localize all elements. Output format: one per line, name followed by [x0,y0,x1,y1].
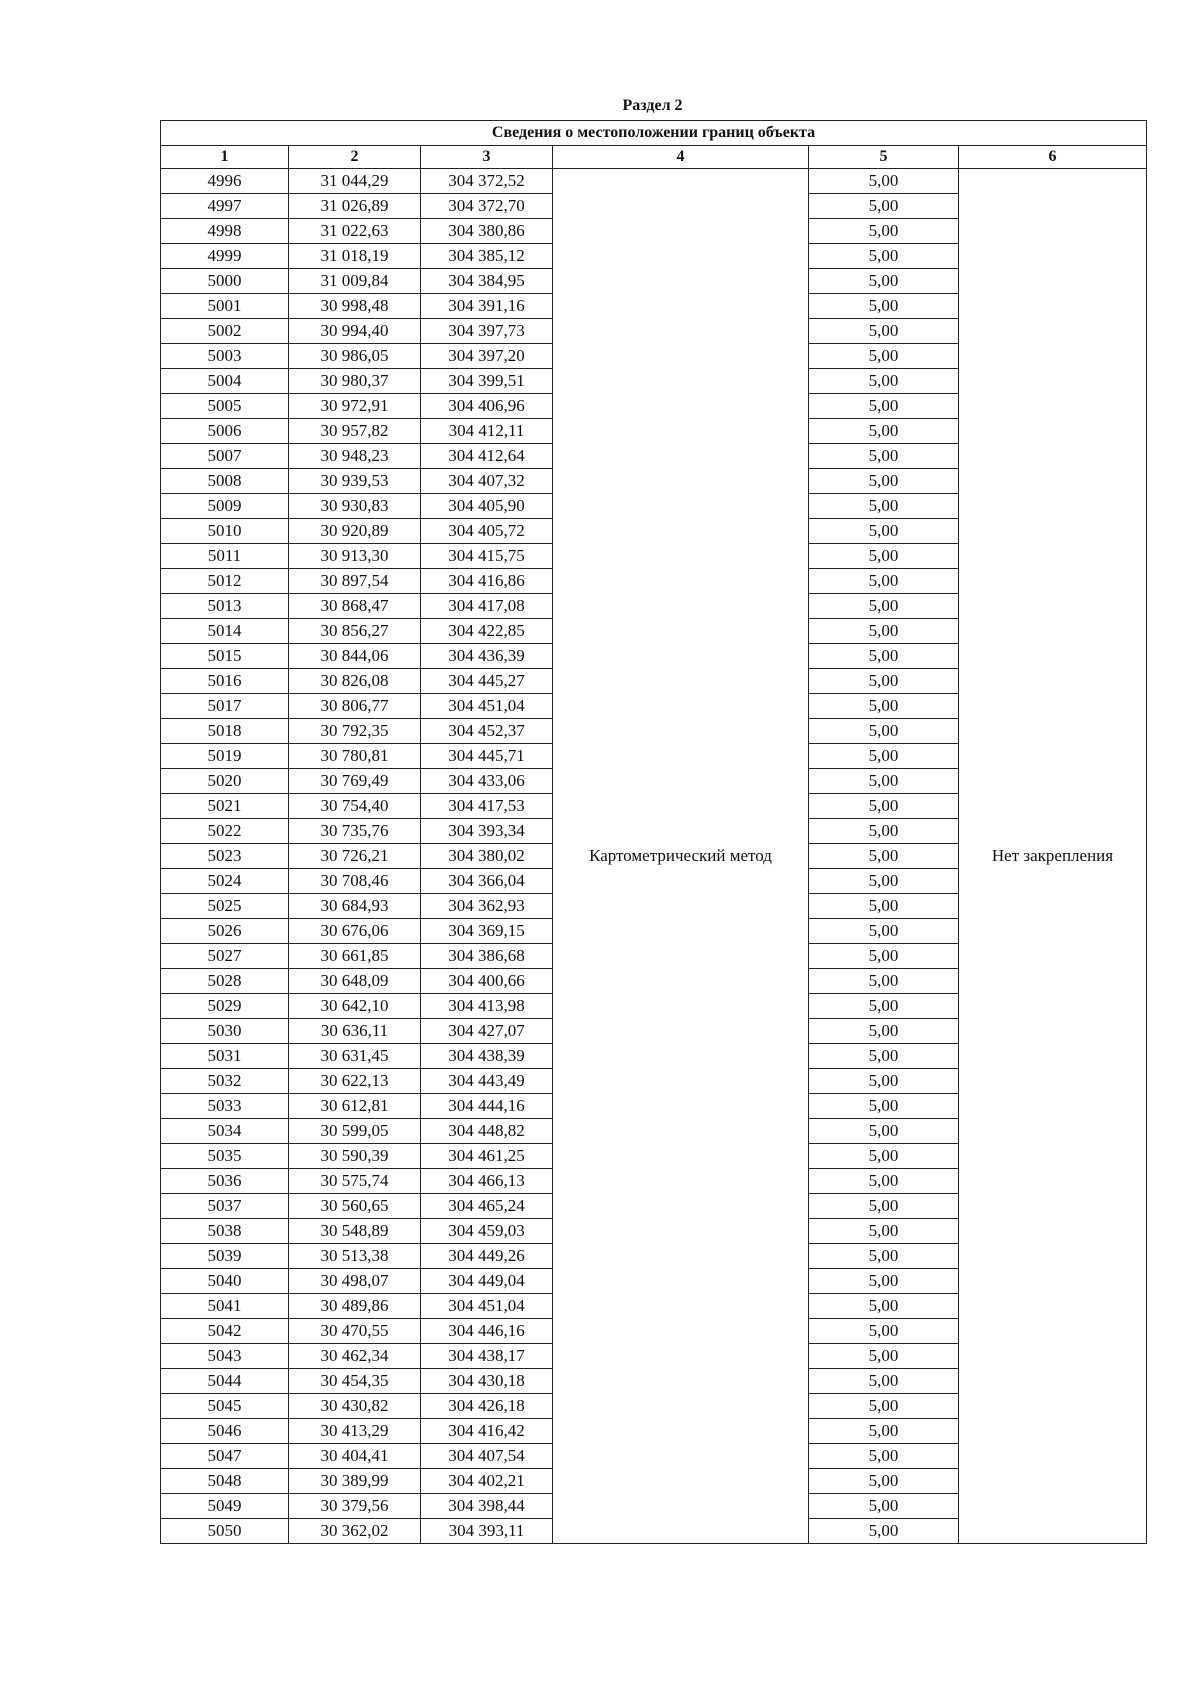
coordinate-x: 31 009,84 [289,269,421,294]
accuracy-value: 5,00 [809,1144,959,1169]
coordinate-x: 31 018,19 [289,244,421,269]
accuracy-value: 5,00 [809,219,959,244]
accuracy-value: 5,00 [809,1369,959,1394]
coordinate-x: 30 897,54 [289,569,421,594]
point-number: 5048 [161,1469,289,1494]
point-number: 5030 [161,1019,289,1044]
accuracy-value: 5,00 [809,294,959,319]
coordinate-y: 304 380,02 [421,844,553,869]
coordinate-x: 30 430,82 [289,1394,421,1419]
column-number-6: 6 [959,146,1147,169]
coordinate-x: 30 806,77 [289,694,421,719]
point-number: 5050 [161,1519,289,1544]
accuracy-value: 5,00 [809,1044,959,1069]
point-number: 5011 [161,544,289,569]
coordinate-y: 304 385,12 [421,244,553,269]
coordinate-x: 30 769,49 [289,769,421,794]
accuracy-value: 5,00 [809,944,959,969]
point-number: 5028 [161,969,289,994]
coordinate-x: 30 389,99 [289,1469,421,1494]
coordinate-x: 30 513,38 [289,1244,421,1269]
coordinate-x: 30 930,83 [289,494,421,519]
accuracy-value: 5,00 [809,1119,959,1144]
accuracy-value: 5,00 [809,269,959,294]
point-number: 5010 [161,519,289,544]
coordinate-x: 30 489,86 [289,1294,421,1319]
accuracy-value: 5,00 [809,1019,959,1044]
accuracy-value: 5,00 [809,494,959,519]
coordinate-x: 30 642,10 [289,994,421,1019]
coordinate-y: 304 372,52 [421,169,553,194]
point-number: 5021 [161,794,289,819]
point-number: 5038 [161,1219,289,1244]
accuracy-value: 5,00 [809,519,959,544]
point-number: 5045 [161,1394,289,1419]
coordinate-x: 30 462,34 [289,1344,421,1369]
accuracy-value: 5,00 [809,669,959,694]
accuracy-value: 5,00 [809,469,959,494]
point-number: 5036 [161,1169,289,1194]
accuracy-value: 5,00 [809,1244,959,1269]
accuracy-value: 5,00 [809,844,959,869]
coordinate-x: 30 684,93 [289,894,421,919]
accuracy-value: 5,00 [809,394,959,419]
coordinate-y: 304 433,06 [421,769,553,794]
method-cell: Картометрический метод [553,169,809,1544]
coordinate-x: 30 856,27 [289,619,421,644]
accuracy-value: 5,00 [809,1294,959,1319]
point-number: 5018 [161,719,289,744]
accuracy-value: 5,00 [809,344,959,369]
coordinate-x: 30 754,40 [289,794,421,819]
coordinate-y: 304 459,03 [421,1219,553,1244]
coordinate-x: 30 844,06 [289,644,421,669]
point-number: 5032 [161,1069,289,1094]
accuracy-value: 5,00 [809,1494,959,1519]
point-number: 5007 [161,444,289,469]
coordinate-x: 30 404,41 [289,1444,421,1469]
point-number: 5023 [161,844,289,869]
accuracy-value: 5,00 [809,194,959,219]
accuracy-value: 5,00 [809,869,959,894]
coordinate-y: 304 384,95 [421,269,553,294]
coordinate-x: 30 612,81 [289,1094,421,1119]
accuracy-value: 5,00 [809,1169,959,1194]
coordinate-y: 304 446,16 [421,1319,553,1344]
coordinate-x: 30 780,81 [289,744,421,769]
coordinate-x: 30 498,07 [289,1269,421,1294]
coordinate-x: 30 575,74 [289,1169,421,1194]
coordinate-y: 304 452,37 [421,719,553,744]
coordinate-y: 304 400,66 [421,969,553,994]
point-number: 5035 [161,1144,289,1169]
coordinate-y: 304 451,04 [421,1294,553,1319]
accuracy-value: 5,00 [809,169,959,194]
coordinate-y: 304 416,42 [421,1419,553,1444]
column-number-row [161,146,1147,169]
coordinate-x: 30 676,06 [289,919,421,944]
point-number: 4999 [161,244,289,269]
coordinate-x: 30 948,23 [289,444,421,469]
point-number: 5034 [161,1119,289,1144]
accuracy-value: 5,00 [809,794,959,819]
point-number: 5040 [161,1269,289,1294]
accuracy-value: 5,00 [809,1269,959,1294]
point-number: 5006 [161,419,289,444]
accuracy-value: 5,00 [809,994,959,1019]
accuracy-value: 5,00 [809,894,959,919]
accuracy-value: 5,00 [809,319,959,344]
coordinate-x: 30 913,30 [289,544,421,569]
coordinate-y: 304 412,64 [421,444,553,469]
coordinate-y: 304 369,15 [421,919,553,944]
coordinate-x: 30 622,13 [289,1069,421,1094]
point-number: 5002 [161,319,289,344]
coordinate-y: 304 407,54 [421,1444,553,1469]
point-number: 5022 [161,819,289,844]
accuracy-value: 5,00 [809,1319,959,1344]
coordinate-x: 30 998,48 [289,294,421,319]
accuracy-value: 5,00 [809,1344,959,1369]
point-number: 5005 [161,394,289,419]
table-row [161,169,1147,194]
point-number: 5019 [161,744,289,769]
column-number-4: 4 [553,146,809,169]
point-number: 5047 [161,1444,289,1469]
boundary-table [160,120,1147,1544]
point-number: 5033 [161,1094,289,1119]
accuracy-value: 5,00 [809,544,959,569]
coordinate-y: 304 402,21 [421,1469,553,1494]
point-number: 5029 [161,994,289,1019]
point-number: 5043 [161,1344,289,1369]
point-number: 4996 [161,169,289,194]
column-number-1: 1 [161,146,289,169]
point-number: 5039 [161,1244,289,1269]
point-number: 5003 [161,344,289,369]
coordinate-x: 30 590,39 [289,1144,421,1169]
fixing-cell: Нет закрепления [959,169,1147,1544]
accuracy-value: 5,00 [809,919,959,944]
coordinate-x: 30 454,35 [289,1369,421,1394]
coordinate-y: 304 399,51 [421,369,553,394]
coordinate-x: 30 726,21 [289,844,421,869]
point-number: 5026 [161,919,289,944]
point-number: 5014 [161,619,289,644]
point-number: 5013 [161,594,289,619]
table-caption: Сведения о местоположении границ объекта [161,121,1147,146]
coordinate-y: 304 398,44 [421,1494,553,1519]
point-number: 5031 [161,1044,289,1069]
accuracy-value: 5,00 [809,819,959,844]
table-caption-row [161,121,1147,146]
column-number-2: 2 [289,146,421,169]
coordinate-x: 30 920,89 [289,519,421,544]
point-number: 5015 [161,644,289,669]
coordinate-y: 304 362,93 [421,894,553,919]
coordinate-x: 30 661,85 [289,944,421,969]
coordinate-x: 30 826,08 [289,669,421,694]
point-number: 5008 [161,469,289,494]
accuracy-value: 5,00 [809,1444,959,1469]
coordinate-y: 304 448,82 [421,1119,553,1144]
coordinate-y: 304 416,86 [421,569,553,594]
point-number: 5046 [161,1419,289,1444]
coordinate-x: 30 362,02 [289,1519,421,1544]
coordinate-y: 304 405,72 [421,519,553,544]
coordinate-y: 304 436,39 [421,644,553,669]
coordinate-x: 30 413,29 [289,1419,421,1444]
coordinate-y: 304 393,11 [421,1519,553,1544]
coordinate-x: 30 648,09 [289,969,421,994]
coordinate-y: 304 412,11 [421,419,553,444]
coordinate-y: 304 449,26 [421,1244,553,1269]
accuracy-value: 5,00 [809,719,959,744]
coordinate-x: 30 631,45 [289,1044,421,1069]
accuracy-value: 5,00 [809,1219,959,1244]
coordinate-x: 30 986,05 [289,344,421,369]
coordinate-y: 304 386,68 [421,944,553,969]
coordinate-y: 304 438,39 [421,1044,553,1069]
coordinate-y: 304 430,18 [421,1369,553,1394]
coordinate-y: 304 397,73 [421,319,553,344]
coordinate-y: 304 380,86 [421,219,553,244]
coordinate-y: 304 443,49 [421,1069,553,1094]
coordinate-y: 304 417,53 [421,794,553,819]
accuracy-value: 5,00 [809,1519,959,1544]
coordinate-x: 30 994,40 [289,319,421,344]
coordinate-y: 304 405,90 [421,494,553,519]
coordinate-y: 304 417,08 [421,594,553,619]
accuracy-value: 5,00 [809,744,959,769]
coordinate-x: 30 599,05 [289,1119,421,1144]
coordinate-x: 31 044,29 [289,169,421,194]
accuracy-value: 5,00 [809,594,959,619]
coordinate-y: 304 427,07 [421,1019,553,1044]
coordinate-x: 30 470,55 [289,1319,421,1344]
point-number: 5001 [161,294,289,319]
coordinate-x: 30 868,47 [289,594,421,619]
coordinate-y: 304 415,75 [421,544,553,569]
table-body [161,169,1147,1544]
point-number: 5016 [161,669,289,694]
point-number: 4998 [161,219,289,244]
point-number: 5027 [161,944,289,969]
accuracy-value: 5,00 [809,444,959,469]
coordinate-y: 304 407,32 [421,469,553,494]
coordinate-x: 30 735,76 [289,819,421,844]
point-number: 5041 [161,1294,289,1319]
column-number-5: 5 [809,146,959,169]
coordinate-y: 304 397,20 [421,344,553,369]
coordinate-y: 304 465,24 [421,1194,553,1219]
accuracy-value: 5,00 [809,619,959,644]
coordinate-x: 30 636,11 [289,1019,421,1044]
coordinate-y: 304 422,85 [421,619,553,644]
point-number: 5024 [161,869,289,894]
point-number: 5000 [161,269,289,294]
accuracy-value: 5,00 [809,569,959,594]
coordinate-y: 304 451,04 [421,694,553,719]
accuracy-value: 5,00 [809,644,959,669]
coordinate-x: 30 548,89 [289,1219,421,1244]
accuracy-value: 5,00 [809,1394,959,1419]
coordinate-y: 304 413,98 [421,994,553,1019]
coordinate-y: 304 445,27 [421,669,553,694]
point-number: 5049 [161,1494,289,1519]
coordinate-x: 30 939,53 [289,469,421,494]
accuracy-value: 5,00 [809,1069,959,1094]
coordinate-y: 304 438,17 [421,1344,553,1369]
point-number: 4997 [161,194,289,219]
coordinate-x: 31 026,89 [289,194,421,219]
point-number: 5042 [161,1319,289,1344]
coordinate-y: 304 449,04 [421,1269,553,1294]
coordinate-x: 30 708,46 [289,869,421,894]
coordinate-x: 30 957,82 [289,419,421,444]
coordinate-x: 30 972,91 [289,394,421,419]
accuracy-value: 5,00 [809,969,959,994]
coordinate-x: 30 560,65 [289,1194,421,1219]
coordinate-x: 30 379,56 [289,1494,421,1519]
accuracy-value: 5,00 [809,1094,959,1119]
point-number: 5025 [161,894,289,919]
accuracy-value: 5,00 [809,419,959,444]
coordinate-y: 304 461,25 [421,1144,553,1169]
accuracy-value: 5,00 [809,769,959,794]
section-title: Раздел 2 [622,97,683,114]
coordinate-y: 304 366,04 [421,869,553,894]
point-number: 5012 [161,569,289,594]
point-number: 5004 [161,369,289,394]
coordinate-y: 304 445,71 [421,744,553,769]
coordinate-y: 304 406,96 [421,394,553,419]
accuracy-value: 5,00 [809,694,959,719]
coordinate-x: 30 980,37 [289,369,421,394]
point-number: 5020 [161,769,289,794]
coordinate-y: 304 391,16 [421,294,553,319]
coordinate-y: 304 444,16 [421,1094,553,1119]
point-number: 5044 [161,1369,289,1394]
coordinate-x: 30 792,35 [289,719,421,744]
accuracy-value: 5,00 [809,244,959,269]
coordinate-y: 304 393,34 [421,819,553,844]
coordinate-x: 31 022,63 [289,219,421,244]
column-number-3: 3 [421,146,553,169]
coordinate-y: 304 426,18 [421,1394,553,1419]
accuracy-value: 5,00 [809,1419,959,1444]
point-number: 5037 [161,1194,289,1219]
coordinate-y: 304 466,13 [421,1169,553,1194]
accuracy-value: 5,00 [809,1469,959,1494]
accuracy-value: 5,00 [809,369,959,394]
point-number: 5017 [161,694,289,719]
coordinate-y: 304 372,70 [421,194,553,219]
point-number: 5009 [161,494,289,519]
accuracy-value: 5,00 [809,1194,959,1219]
